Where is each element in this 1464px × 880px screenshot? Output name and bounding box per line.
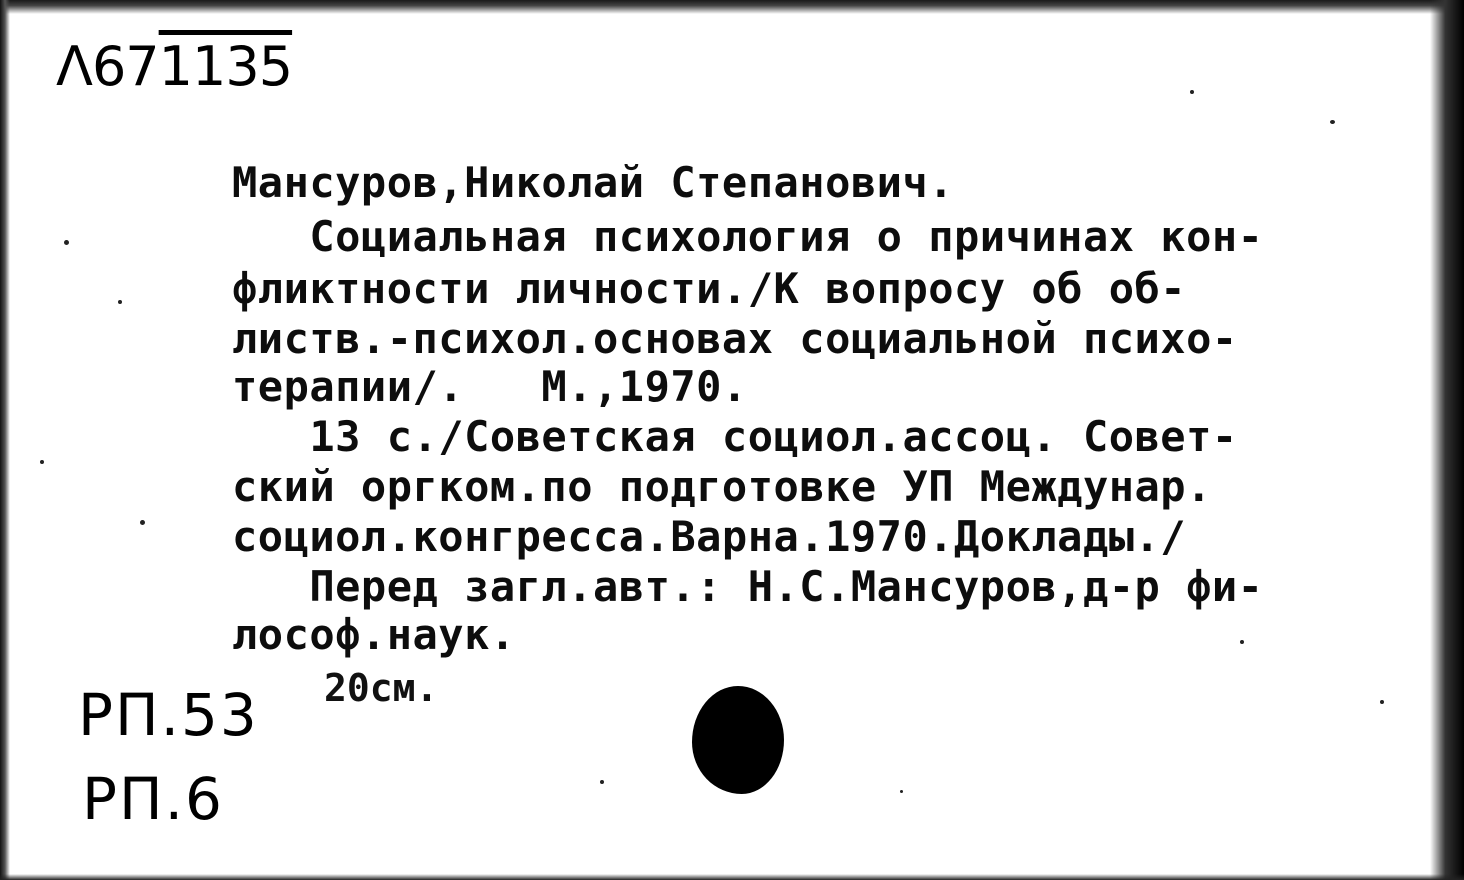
catalog-line-9: Перед загл.авт.: Н.С.Мансуров,д-р фи- xyxy=(232,562,1264,611)
dust-speck xyxy=(900,790,903,793)
catalog-line-10: лософ.наук. xyxy=(232,610,516,659)
dust-speck xyxy=(1380,700,1384,704)
location-mark-2: РП.6 xyxy=(82,765,224,833)
dust-speck xyxy=(1330,120,1335,124)
location-mark-1: РП.53 xyxy=(78,681,259,749)
shelfmark xyxy=(56,35,293,98)
catalog-line-8: социол.конгресса.Варна.1970.Доклады./ xyxy=(232,512,1187,561)
dust-speck xyxy=(64,240,69,245)
punch-hole xyxy=(692,686,784,794)
catalog-line-4: листв.-психол.основах социальной психо- xyxy=(232,314,1238,363)
catalog-line-3: фликтности личности./К вопросу об об- xyxy=(232,264,1187,313)
catalog-line-7: ский оргком.по подготовке УП Междунар. xyxy=(232,462,1212,511)
dust-speck xyxy=(1190,90,1194,94)
dust-speck xyxy=(140,520,145,525)
catalog-line-6: 13 с./Советская социол.ассоц. Совет- xyxy=(232,412,1238,461)
card-edge-right xyxy=(1430,0,1464,880)
dust-speck xyxy=(40,460,44,464)
dust-speck xyxy=(1240,640,1244,644)
catalog-line-5: терапии/. М.,1970. xyxy=(232,362,748,411)
shelfmark-prefix: Λ67 xyxy=(56,35,159,98)
card-edge-bottom xyxy=(0,874,1464,880)
physical-size: 20см. xyxy=(324,666,439,710)
shelfmark-number: 1135 xyxy=(158,35,293,98)
catalog-line-2: Социальная психология о причинах кон- xyxy=(232,212,1264,261)
catalog-line-1: Мансуров,Николай Степанович. xyxy=(232,158,955,207)
card-edge-top xyxy=(0,0,1464,14)
card-edge-left xyxy=(0,0,10,880)
dust-speck xyxy=(118,300,122,304)
dust-speck xyxy=(600,780,604,784)
